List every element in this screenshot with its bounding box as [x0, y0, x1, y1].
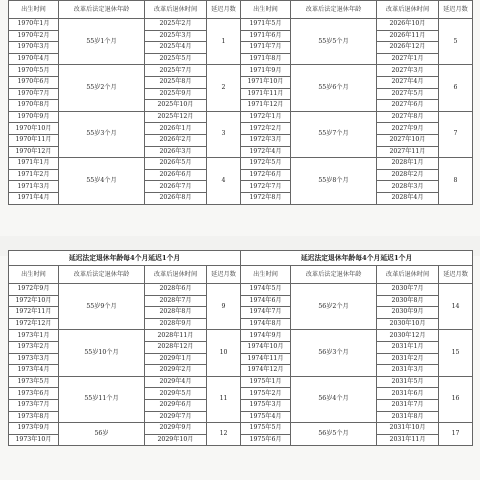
retirement-time-cell: 2027年10月	[377, 134, 439, 146]
retirement-age-cell: 55岁2个月	[59, 65, 145, 111]
birth-time-cell: 1970年5月	[9, 65, 59, 77]
birth-time-cell: 1971年12月	[241, 100, 291, 112]
retirement-time-cell: 2030年8月	[377, 295, 439, 307]
retirement-time-cell: 2031年6月	[377, 388, 439, 400]
birth-time-cell: 1972年9月	[9, 284, 59, 296]
table-row	[9, 111, 473, 123]
retirement-time-cell: 2026年12月	[377, 42, 439, 54]
retirement-time-cell: 2027年3月	[377, 65, 439, 77]
table-2	[8, 250, 473, 446]
birth-time-cell: 1971年3月	[9, 181, 59, 193]
table-row	[9, 65, 473, 77]
retirement-age-cell: 56岁	[59, 423, 145, 446]
birth-time-cell: 1974年7月	[241, 307, 291, 319]
birth-time-cell: 1972年2月	[241, 123, 291, 135]
birth-time-cell: 1974年5月	[241, 284, 291, 296]
retirement-time-cell: 2026年3月	[145, 146, 207, 158]
retirement-time-cell: 2031年3月	[377, 365, 439, 377]
header-birth-time: 出生时间	[9, 1, 59, 19]
delay-months-cell: 2	[207, 65, 241, 111]
retirement-time-cell: 2031年5月	[377, 376, 439, 388]
birth-time-cell: 1971年11月	[241, 88, 291, 100]
header-retirement-age: 改革后法定退休年龄	[59, 266, 145, 284]
delay-months-cell: 4	[207, 158, 241, 204]
retirement-time-cell: 2025年8月	[145, 76, 207, 88]
retirement-time-cell: 2028年1月	[377, 158, 439, 170]
birth-time-cell: 1974年6月	[241, 295, 291, 307]
birth-time-cell: 1975年5月	[241, 423, 291, 435]
delay-months-cell: 1	[207, 19, 241, 65]
retirement-time-cell: 2030年9月	[377, 307, 439, 319]
birth-time-cell: 1971年5月	[241, 19, 291, 31]
birth-time-cell: 1971年10月	[241, 76, 291, 88]
retirement-time-cell: 2029年6月	[145, 399, 207, 411]
retirement-time-cell: 2026年10月	[377, 19, 439, 31]
birth-time-cell: 1971年4月	[9, 192, 59, 204]
table-row	[9, 423, 473, 435]
retirement-time-cell: 2026年1月	[145, 123, 207, 135]
delay-months-cell: 11	[207, 376, 241, 422]
retirement-time-cell: 2028年12月	[145, 341, 207, 353]
retirement-time-cell: 2030年7月	[377, 284, 439, 296]
delay-months-cell: 3	[207, 111, 241, 157]
header-delay-months: 延迟月数	[207, 1, 241, 19]
retirement-time-cell: 2029年10月	[145, 434, 207, 446]
header-retirement-time: 改革后退休时间	[145, 266, 207, 284]
birth-time-cell: 1973年1月	[9, 330, 59, 342]
retirement-time-cell: 2028年2月	[377, 169, 439, 181]
birth-time-cell: 1974年12月	[241, 365, 291, 377]
retirement-time-cell: 2026年6月	[145, 169, 207, 181]
birth-time-cell: 1970年12月	[9, 146, 59, 158]
delay-months-cell: 14	[439, 284, 473, 330]
header-retirement-age: 改革后法定退休年龄	[291, 266, 377, 284]
retirement-age-cell: 55岁8个月	[291, 158, 377, 204]
birth-time-cell: 1974年10月	[241, 341, 291, 353]
retirement-time-cell: 2031年7月	[377, 399, 439, 411]
retirement-age-cell: 56岁3个月	[291, 330, 377, 376]
table-2-header-row	[9, 266, 473, 284]
retirement-time-cell: 2025年7月	[145, 65, 207, 77]
retirement-age-cell: 55岁1个月	[59, 19, 145, 65]
birth-time-cell: 1973年7月	[9, 399, 59, 411]
birth-time-cell: 1971年9月	[241, 65, 291, 77]
table-1-header-row	[9, 1, 473, 19]
retirement-time-cell: 2025年2月	[145, 19, 207, 31]
table-row	[9, 376, 473, 388]
retirement-time-cell: 2030年12月	[377, 330, 439, 342]
delay-months-cell: 5	[439, 19, 473, 65]
header-retirement-age: 改革后法定退休年龄	[59, 1, 145, 19]
birth-time-cell: 1972年7月	[241, 181, 291, 193]
header-retirement-time: 改革后退休时间	[377, 266, 439, 284]
retirement-time-cell: 2028年9月	[145, 318, 207, 330]
birth-time-cell: 1972年3月	[241, 134, 291, 146]
birth-time-cell: 1972年4月	[241, 146, 291, 158]
header-delay-months: 延迟月数	[439, 266, 473, 284]
retirement-time-cell: 2027年4月	[377, 76, 439, 88]
birth-time-cell: 1972年1月	[241, 111, 291, 123]
birth-time-cell: 1973年9月	[9, 423, 59, 435]
retirement-time-cell: 2025年4月	[145, 42, 207, 54]
birth-time-cell: 1972年10月	[9, 295, 59, 307]
birth-time-cell: 1971年7月	[241, 42, 291, 54]
retirement-time-cell: 2030年10月	[377, 318, 439, 330]
birth-time-cell: 1975年3月	[241, 399, 291, 411]
retirement-time-cell: 2027年9月	[377, 123, 439, 135]
birth-time-cell: 1973年5月	[9, 376, 59, 388]
retirement-age-cell: 55岁5个月	[291, 19, 377, 65]
retirement-time-cell: 2025年3月	[145, 30, 207, 42]
retirement-time-cell: 2031年1月	[377, 341, 439, 353]
header-birth-time: 出生时间	[241, 1, 291, 19]
birth-time-cell: 1970年4月	[9, 53, 59, 65]
retirement-time-cell: 2025年12月	[145, 111, 207, 123]
retirement-age-cell: 55岁6个月	[291, 65, 377, 111]
retirement-age-cell: 56岁5个月	[291, 423, 377, 446]
birth-time-cell: 1973年4月	[9, 365, 59, 377]
birth-time-cell: 1970年8月	[9, 100, 59, 112]
retirement-time-cell: 2026年5月	[145, 158, 207, 170]
retirement-time-cell: 2026年8月	[145, 192, 207, 204]
header-retirement-time: 改革后退休时间	[377, 1, 439, 19]
delay-months-cell: 17	[439, 423, 473, 446]
retirement-age-cell: 55岁9个月	[59, 284, 145, 330]
header-delay-months: 延迟月数	[207, 266, 241, 284]
retirement-table-2	[8, 250, 472, 446]
birth-time-cell: 1970年9月	[9, 111, 59, 123]
retirement-time-cell: 2028年3月	[377, 181, 439, 193]
retirement-time-cell: 2029年7月	[145, 411, 207, 423]
table-row	[9, 330, 473, 342]
retirement-age-cell: 56岁2个月	[291, 284, 377, 330]
retirement-time-cell: 2025年5月	[145, 53, 207, 65]
header-delay-months: 延迟月数	[439, 1, 473, 19]
header-birth-time: 出生时间	[9, 266, 59, 284]
retirement-table-1	[8, 0, 472, 205]
birth-time-cell: 1973年3月	[9, 353, 59, 365]
birth-time-cell: 1974年8月	[241, 318, 291, 330]
retirement-age-cell: 55岁11个月	[59, 376, 145, 422]
birth-time-cell: 1975年2月	[241, 388, 291, 400]
retirement-time-cell: 2028年6月	[145, 284, 207, 296]
retirement-time-cell: 2028年11月	[145, 330, 207, 342]
delay-months-cell: 7	[439, 111, 473, 157]
birth-time-cell: 1971年8月	[241, 53, 291, 65]
table-2-title-row	[9, 251, 473, 266]
retirement-age-cell: 56岁4个月	[291, 376, 377, 422]
birth-time-cell: 1973年2月	[9, 341, 59, 353]
delay-months-cell: 15	[439, 330, 473, 376]
retirement-time-cell: 2027年6月	[377, 100, 439, 112]
birth-time-cell: 1972年8月	[241, 192, 291, 204]
birth-time-cell: 1972年6月	[241, 169, 291, 181]
birth-time-cell: 1974年9月	[241, 330, 291, 342]
retirement-age-cell: 55岁4个月	[59, 158, 145, 204]
birth-time-cell: 1974年11月	[241, 353, 291, 365]
birth-time-cell: 1973年6月	[9, 388, 59, 400]
retirement-time-cell: 2029年5月	[145, 388, 207, 400]
retirement-time-cell: 2028年8月	[145, 307, 207, 319]
birth-time-cell: 1971年2月	[9, 169, 59, 181]
retirement-time-cell: 2025年9月	[145, 88, 207, 100]
retirement-time-cell: 2026年7月	[145, 181, 207, 193]
birth-time-cell: 1975年6月	[241, 434, 291, 446]
header-birth-time: 出生时间	[241, 266, 291, 284]
table-1	[8, 0, 473, 205]
retirement-time-cell: 2028年4月	[377, 192, 439, 204]
birth-time-cell: 1971年6月	[241, 30, 291, 42]
table-2-title-left: 延迟法定退休年龄每4个月延迟1个月	[9, 251, 241, 266]
header-retirement-age: 改革后法定退休年龄	[291, 1, 377, 19]
retirement-age-cell: 55岁10个月	[59, 330, 145, 376]
retirement-time-cell: 2027年1月	[377, 53, 439, 65]
delay-months-cell: 9	[207, 284, 241, 330]
birth-time-cell: 1973年10月	[9, 434, 59, 446]
retirement-time-cell: 2031年11月	[377, 434, 439, 446]
delay-months-cell: 12	[207, 423, 241, 446]
retirement-time-cell: 2029年4月	[145, 376, 207, 388]
retirement-time-cell: 2026年11月	[377, 30, 439, 42]
retirement-time-cell: 2029年9月	[145, 423, 207, 435]
birth-time-cell: 1975年1月	[241, 376, 291, 388]
retirement-time-cell: 2027年11月	[377, 146, 439, 158]
birth-time-cell: 1975年4月	[241, 411, 291, 423]
delay-months-cell: 10	[207, 330, 241, 376]
delay-months-cell: 6	[439, 65, 473, 111]
table-2-title-right: 延迟法定退休年龄每4个月延迟1个月	[241, 251, 473, 266]
retirement-time-cell: 2029年1月	[145, 353, 207, 365]
birth-time-cell: 1970年3月	[9, 42, 59, 54]
retirement-time-cell: 2031年2月	[377, 353, 439, 365]
delay-months-cell: 8	[439, 158, 473, 204]
birth-time-cell: 1972年12月	[9, 318, 59, 330]
birth-time-cell: 1970年6月	[9, 76, 59, 88]
retirement-time-cell: 2027年8月	[377, 111, 439, 123]
birth-time-cell: 1973年8月	[9, 411, 59, 423]
header-retirement-time: 改革后退休时间	[145, 1, 207, 19]
retirement-time-cell: 2025年10月	[145, 100, 207, 112]
retirement-age-cell: 55岁7个月	[291, 111, 377, 157]
birth-time-cell: 1970年2月	[9, 30, 59, 42]
retirement-time-cell: 2031年10月	[377, 423, 439, 435]
retirement-time-cell: 2028年7月	[145, 295, 207, 307]
delay-months-cell: 16	[439, 376, 473, 422]
table-row	[9, 19, 473, 31]
retirement-time-cell: 2031年8月	[377, 411, 439, 423]
birth-time-cell: 1970年7月	[9, 88, 59, 100]
birth-time-cell: 1972年11月	[9, 307, 59, 319]
birth-time-cell: 1970年11月	[9, 134, 59, 146]
table-row	[9, 284, 473, 296]
table-row	[9, 158, 473, 170]
birth-time-cell: 1970年1月	[9, 19, 59, 31]
birth-time-cell: 1971年1月	[9, 158, 59, 170]
birth-time-cell: 1972年5月	[241, 158, 291, 170]
birth-time-cell: 1970年10月	[9, 123, 59, 135]
retirement-time-cell: 2027年5月	[377, 88, 439, 100]
retirement-age-cell: 55岁3个月	[59, 111, 145, 157]
retirement-time-cell: 2026年2月	[145, 134, 207, 146]
retirement-time-cell: 2029年2月	[145, 365, 207, 377]
